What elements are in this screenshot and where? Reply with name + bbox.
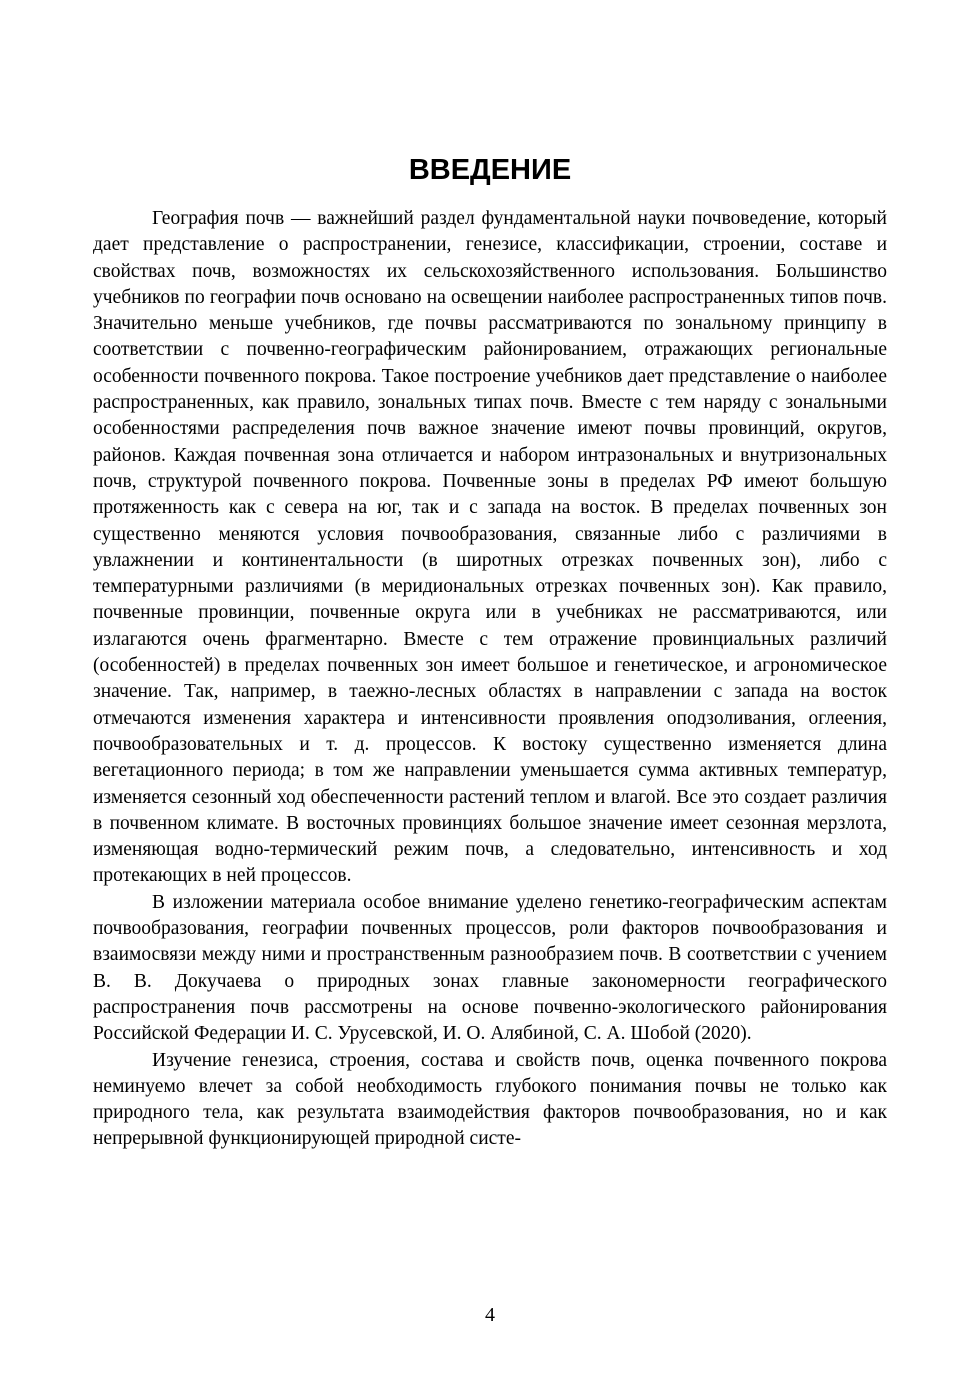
body-text (93, 206, 887, 1153)
paragraph-3: Изучение генезиса, строения, состава и свойств почв, оценка почвенного покрова неминуемо влечет за собой необходимость глубокого понимания почвы не только как природного тела, как результата взаимодействия факторов почвообразования, но и как непрерывной функционирующей природной систе- (93, 1049, 887, 1150)
page-title: ВВЕДЕНИЕ (408, 154, 572, 186)
paragraph-2: В изложении материала особое внимание уделено генетико-географическим аспектам почвообразования, географии почвенных процессов, роли факторов почвообразования и взаимосвязи между ними и пространственным разнообразием почв. В соответствии с учением В. В. Докучаева о природных зонах главные закономерности географического распространения почв рассмотрены на основе почвенно-экологического районирования Российской Федерации И. С. Урусевской, И. О. Алябиной, С. А. Шобой (2020). (93, 891, 887, 1045)
page-number: 4 (485, 1304, 495, 1326)
paragraph-1: География почв — важнейший раздел фундаментальной науки почвоведение, который дает представление о распространении, генезисе, классификации, строении, составе и свойствах почв, возможностях их сельскохозяйственного использования. Большинство учебников по географии почв основано на освещении наиболее распространенных типов почв. Значительно меньше учебников, где почвы рассматриваются по зональному принципу в соответствии с почвенно-географическим районированием, отражающих региональные особенности почвенного покрова. Такое построение учебников дает представление о наиболее распространенных, как правило, зональных типах почв. Вместе с тем наряду с зональными особенностями распределения почв важное значение имеют почвы провинций, округов, районов. Каждая почвенная зона отличается и набором интразональных и внутризональных почв, структурой почвенного покрова. Почвенные зоны в пределах РФ имеют большую протяженность как с севера на юг, так и с запада на восток. В пределах почвенных зон существенно меняются условия почвообразования, связанные либо с различиями в увлажнении и континентальности (в широтных отрезках почвенных зон), либо с температурными различиями (в меридиональных отрезках почвенных зон). Как правило, почвенные провинции, почвенные округа или в учебниках не рассматриваются, или излагаются очень фрагментарно. Вместе с тем отражение провинциальных различий (особенностей) в пределах почвенных зон имеет большое и генетическое, и агрономическое значение. Так, например, в таежно-лесных областях в направлении с запада на восток отмечаются изменения характера и интенсивности проявления оподзоливания, оглеения, почвообразовательных и т. д. процессов. К востоку существенно изменяется длина вегетационного периода; в том же направлении уменьшается сумма активных температур, изменяется сезонный ход обеспеченности растений теплом и влагой. Все это создает различия в почвенном климате. В восточных провинциях большое значение имеет сезонная мерзлота, изменяющая водно-термический режим почв, а следовательно, интенсивность и ход протекающих в ней процессов. (93, 208, 887, 887)
